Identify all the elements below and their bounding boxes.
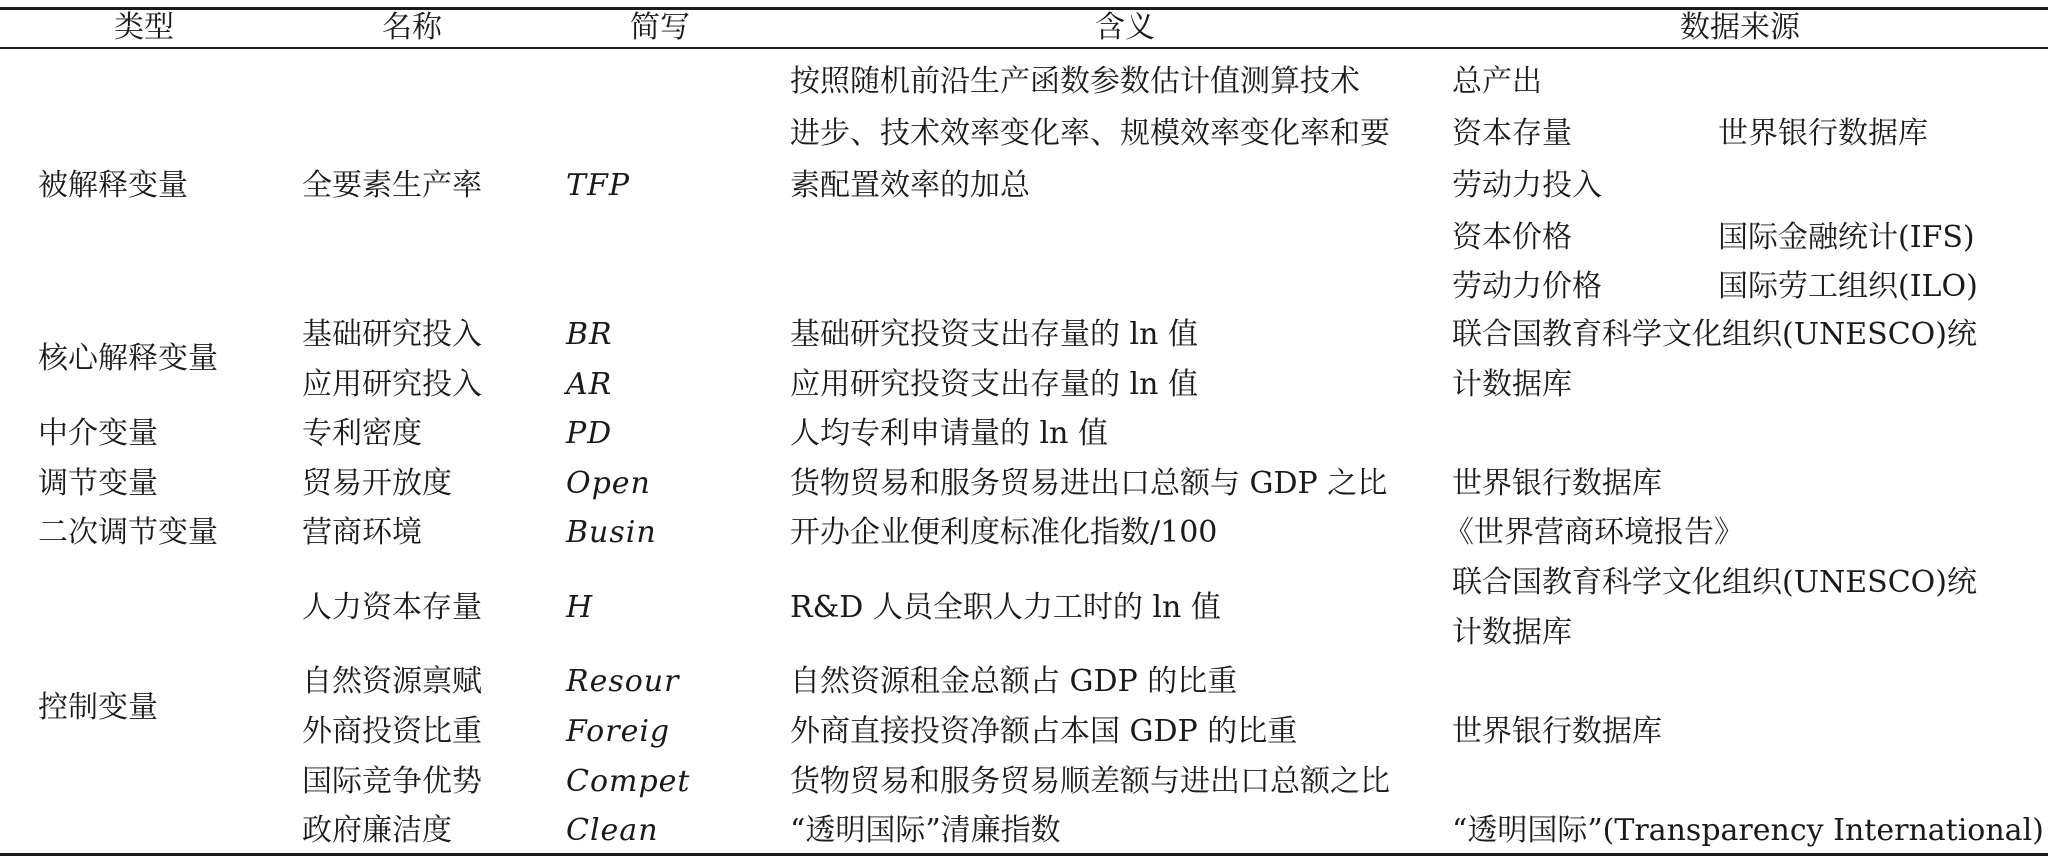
source-item-output: 总产出 (1452, 64, 1542, 99)
source-worldbank-control: 世界银行数据库 (1452, 714, 1662, 749)
var-name-ar: 应用研究投入 (302, 367, 482, 402)
var-abbr-open: Open (566, 466, 651, 501)
var-abbr-busin: Busin (566, 515, 657, 550)
meaning-clean: “透明国际”清廉指数 (790, 813, 1061, 848)
source-unesco-h-line1: 联合国教育科学文化组织(UNESCO)统 (1452, 565, 1977, 600)
meaning-open: 货物贸易和服务贸易进出口总额与 GDP 之比 (790, 466, 1388, 501)
source-worldbank-tfp: 世界银行数据库 (1718, 116, 1928, 151)
var-abbr-clean: Clean (566, 813, 659, 848)
meaning-busin: 开办企业便利度标准化指数/100 (790, 515, 1218, 550)
source-item-labor-price: 劳动力价格 (1452, 269, 1602, 304)
header-source: 数据来源 (1680, 10, 1800, 45)
type-control: 控制变量 (38, 690, 158, 725)
meaning-tfp-line2: 进步、技术效率变化率、规模效率变化率和要 (790, 116, 1390, 151)
header-name: 名称 (382, 10, 442, 45)
var-abbr-pd: PD (566, 416, 613, 451)
var-abbr-h: H (566, 590, 594, 625)
meaning-h: R&D 人员全职人力工时的 ln 值 (790, 590, 1221, 625)
type-mediator: 中介变量 (38, 416, 158, 451)
source-item-capital-stock: 资本存量 (1452, 116, 1572, 151)
var-name-tfp: 全要素生产率 (302, 168, 482, 203)
source-ilo: 国际劳工组织(ILO) (1718, 269, 1978, 304)
var-name-compet: 国际竞争优势 (302, 764, 482, 799)
var-abbr-br: BR (566, 317, 613, 352)
var-name-pd: 专利密度 (302, 416, 422, 451)
source-item-labor-input: 劳动力投入 (1452, 168, 1602, 203)
var-name-clean: 政府廉洁度 (302, 813, 452, 848)
source-transparency: “透明国际”(Transparency International) (1452, 813, 2044, 848)
var-abbr-foreig: Foreig (566, 714, 671, 749)
source-unesco-core-line2: 计数据库 (1452, 367, 1572, 402)
type-core: 核心解释变量 (38, 341, 218, 376)
source-doing-business: 《世界营商环境报告》 (1444, 515, 1744, 550)
meaning-tfp-line3: 素配置效率的加总 (790, 168, 1030, 203)
var-abbr-tfp: TFP (566, 168, 631, 203)
meaning-ar: 应用研究投资支出存量的 ln 值 (790, 367, 1198, 402)
var-name-resour: 自然资源禀赋 (302, 664, 482, 699)
var-abbr-compet: Compet (566, 764, 691, 799)
var-name-foreig: 外商投资比重 (302, 714, 482, 749)
var-name-br: 基础研究投入 (302, 317, 482, 352)
type-dependent: 被解释变量 (38, 168, 188, 203)
meaning-pd: 人均专利申请量的 ln 值 (790, 416, 1108, 451)
var-abbr-ar: AR (566, 367, 613, 402)
var-name-busin: 营商环境 (302, 515, 422, 550)
bottom-rule (0, 853, 2048, 856)
meaning-resour: 自然资源租金总额占 GDP 的比重 (790, 664, 1238, 699)
var-abbr-resour: Resour (566, 664, 680, 699)
header-abbr: 简写 (630, 10, 690, 45)
header-type: 类型 (114, 10, 174, 45)
type-second-moderator: 二次调节变量 (38, 515, 218, 550)
source-item-capital-price: 资本价格 (1452, 220, 1572, 255)
header-meaning: 含义 (1095, 10, 1155, 45)
source-worldbank-open: 世界银行数据库 (1452, 466, 1662, 501)
meaning-tfp-line1: 按照随机前沿生产函数参数估计值测算技术 (790, 64, 1360, 99)
source-unesco-h-line2: 计数据库 (1452, 615, 1572, 650)
meaning-br: 基础研究投资支出存量的 ln 值 (790, 317, 1198, 352)
var-name-h: 人力资本存量 (302, 590, 482, 625)
meaning-foreig: 外商直接投资净额占本国 GDP 的比重 (790, 714, 1298, 749)
meaning-compet: 货物贸易和服务贸易顺差额与进出口总额之比 (790, 764, 1390, 799)
type-moderator: 调节变量 (38, 466, 158, 501)
var-name-open: 贸易开放度 (302, 466, 452, 501)
source-ifs: 国际金融统计(IFS) (1718, 220, 1975, 255)
source-unesco-core-line1: 联合国教育科学文化组织(UNESCO)统 (1452, 317, 1977, 352)
